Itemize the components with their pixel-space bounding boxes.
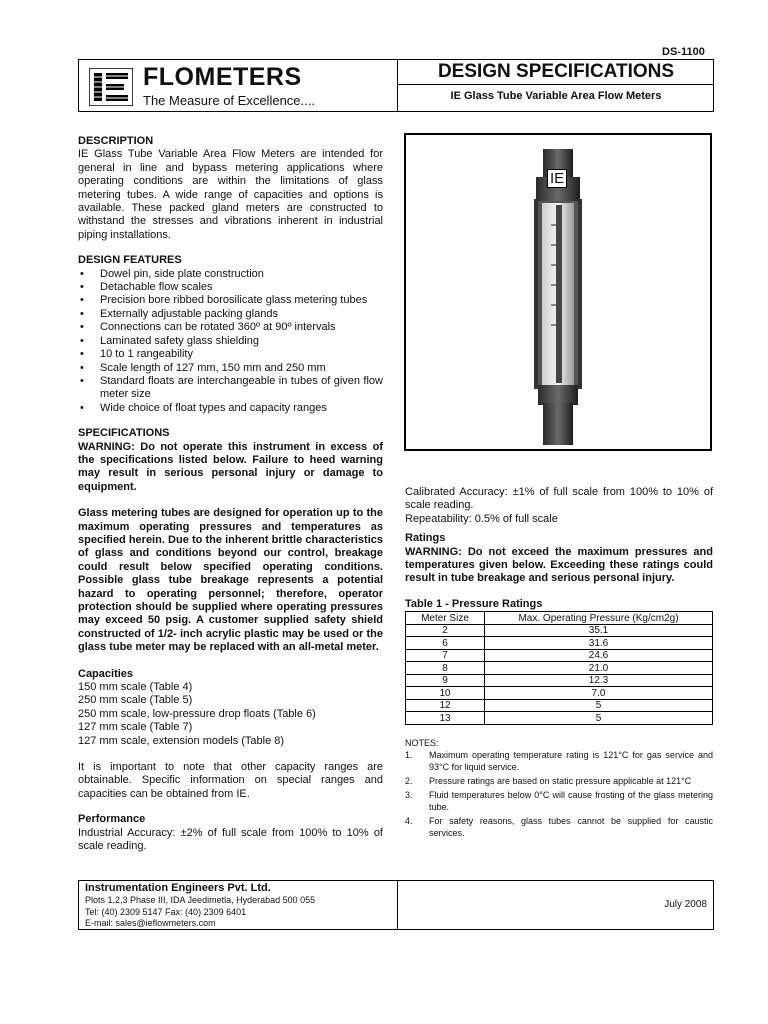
ratings-warning: WARNING: Do not exceed the maximum pressures and temperatures given below. Exceeding these ratings could result in tube breakage and serious personal injury. [405,545,713,585]
capacity-item: 250 mm scale, low-pressure drop floats (Table 6) [78,707,316,720]
note-item: 1. Maximum operating temperature rating is 121°C for gas service and 93°C for liquid service. [405,749,713,772]
document-date: July 2008 [664,899,707,910]
company-address: Plots 1,2,3 Phase III, IDA Jeedimetla, Hyderabad 500 055 [85,895,316,905]
table-row [406,687,713,700]
company-name: Instrumentation Engineers Pvt. Ltd. [85,882,271,894]
note-text: For safety reasons, glass tubes cannot be supplied for caustic services. [429,815,713,838]
header-title-divider [398,84,714,85]
notes [405,737,713,839]
description-text: IE Glass Tube Variable Area Flow Meters are intended for general in line and bypass metering applications where operating conditions are within the limitations of glass metering tubes. A wide range of capacities and options is available. These packed gland meters are constructed to withstand the stresses and vibrations inherent in industrial piping installations. [78,148,383,241]
list-item: • Detachable flow scales [78,281,383,294]
note-item: 3. Fluid temperatures below 0°C will cause frosting of the glass metering tube. [405,789,713,812]
flowmeter-photo [404,133,712,451]
cell-meter-size: 6 [406,637,485,650]
notes-heading: NOTES: [405,737,439,748]
table-row [406,637,713,650]
list-item: • 10 to 1 rangeability [78,348,383,361]
cell-pressure: 31.6 [485,637,713,650]
cell-meter-size: 10 [406,687,485,700]
ie-logo-icon [89,68,133,106]
repeatability: Repeatability: 0.5% of full scale [405,512,558,525]
list-item: • Externally adjustable packing glands [78,308,383,321]
specifications-heading: SPECIFICATIONS [78,427,170,440]
left-column [78,135,383,854]
calibrated-accuracy: Calibrated Accuracy: ±1% of full scale from 100% to 10% of scale reading. [405,486,713,512]
table1-title: Table 1 - Pressure Ratings [405,597,543,610]
document-code: DS-1100 [662,46,705,58]
table-row [406,649,713,662]
brand-tagline: The Measure of Excellence.... [143,93,315,108]
brand-name: FLOMETERS [143,63,302,91]
cell-pressure: 35.1 [485,624,713,637]
table-row [406,712,713,725]
ie-badge: IE [547,169,567,188]
ratings-heading: Ratings [405,532,446,545]
capacity-item: 250 mm scale (Table 5) [78,694,193,707]
cell-pressure: 5 [485,699,713,712]
page-subtitle: IE Glass Tube Variable Area Flow Meters [450,90,662,102]
specifications-warning: WARNING: Do not operate this instrument in excess of the specifications listed below. Failure to heed warning may result in serious personal injury or damage to equipment. [78,440,383,493]
list-item: • Laminated safety glass shielding [78,335,383,348]
footer-divider [397,881,398,929]
pressure-ratings-table [405,611,713,725]
note-item: 4. For safety reasons, glass tubes cannot be supplied for caustic services. [405,815,713,838]
capacity-item: 127 mm scale (Table 7) [78,721,193,734]
note-text: Pressure ratings are based on static pressure applicable at 121°C [429,775,692,786]
description-heading: DESCRIPTION [78,135,154,147]
capacities-heading: Capacities [78,667,134,680]
list-item: • Wide choice of float types and capacity ranges [78,402,383,415]
capacity-item: 150 mm scale (Table 4) [78,681,193,694]
cell-meter-size: 8 [406,662,485,675]
cell-pressure: 24.6 [485,649,713,662]
table-row [406,674,713,687]
note-text: Maximum operating temperature rating is 121°C for gas service and 93°C for liquid service. [429,749,713,772]
performance-heading: Performance [78,813,146,826]
note-text: Fluid temperatures below 0°C will cause frosting of the glass metering tube. [429,789,713,812]
company-phone: Tel: (40) 2309 5147 Fax: (40) 2309 6401 [85,907,247,917]
page-title: DESIGN SPECIFICATIONS [437,61,675,82]
cell-pressure: 12.3 [485,674,713,687]
cell-pressure: 7.0 [485,687,713,700]
capacities-note: It is important to note that other capacity ranges are obtainable. Specific information on special ranges and capacities can be obtained from IE. [78,761,383,800]
company-email: E-mail: sales@ieflowmeters.com [85,918,216,928]
right-column [405,486,713,841]
table-header-row [406,612,713,625]
col-header-meter-size: Meter Size [406,612,485,625]
design-features-list [78,268,383,415]
table-row [406,662,713,675]
cell-meter-size: 7 [406,649,485,662]
footer [78,880,714,930]
col-header-max-pressure: Max. Operating Pressure (Kg/cm2g) [485,612,713,625]
cell-meter-size: 9 [406,674,485,687]
table-row [406,699,713,712]
cell-meter-size: 2 [406,624,485,637]
cell-pressure: 5 [485,712,713,725]
list-item: • Standard floats are interchangeable in tubes of given flow meter size [78,375,383,402]
list-item: • Scale length of 127 mm, 150 mm and 250 mm [78,362,383,375]
design-features-heading: DESIGN FEATURES [78,254,182,267]
note-item: 2. Pressure ratings are based on static pressure applicable at 121°C [405,775,692,786]
header [78,59,714,112]
capacity-item: 127 mm scale, extension models (Table 8) [78,734,285,747]
list-item: • Precision bore ribbed borosilicate glass metering tubes [78,294,383,307]
industrial-accuracy: Industrial Accuracy: ±2% of full scale from 100% to 10% of scale reading. [78,826,383,853]
cell-meter-size: 13 [406,712,485,725]
table-row [406,624,713,637]
cell-meter-size: 12 [406,699,485,712]
cell-pressure: 21.0 [485,662,713,675]
glass-tube-warning: Glass metering tubes are designed for operation up to the maximum operating pressures and temperatures as specified herein. Due to the inherent brittle characteristics of glass and conditions beyond our control, breakage could result below specified operating conditions. Possible glass tube breakage represents a potential hazard to operating personnel; therefore, operator protection should be supplied where operating pressures may exceed 50 psig. A customer supplied safety shield constructed of 1/2- inch acrylic plastic may be used or the glass tube meter may be replaced with an all-metal meter. [78,507,383,654]
list-item: • Connections can be rotated 360º at 90º intervals [78,321,383,334]
list-item: • Dowel pin, side plate construction [78,268,383,281]
